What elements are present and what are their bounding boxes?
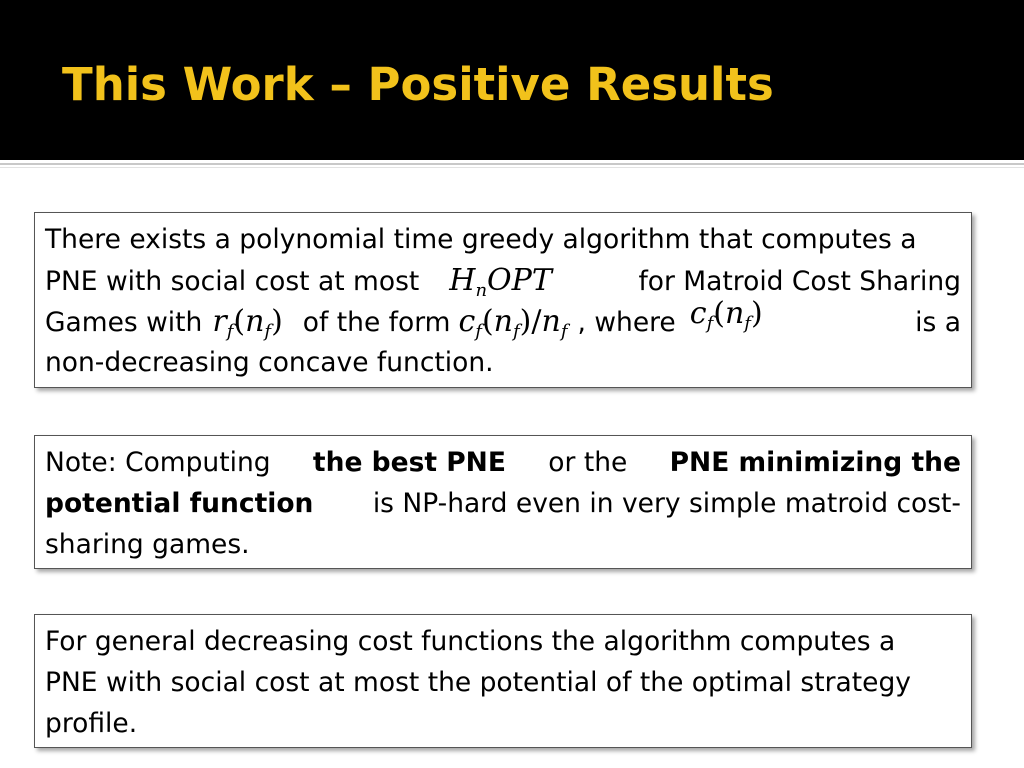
text-line <box>45 442 961 483</box>
math-symbol: OPT <box>487 263 552 298</box>
text-run: or the <box>548 447 628 478</box>
math-c-f-over-n-f: $c_f(n_f)/n_f$ <box>458 304 568 342</box>
math-subscript: n <box>475 280 488 301</box>
title-divider <box>0 163 1024 165</box>
bold-text: PNE minimizing the <box>669 447 961 478</box>
text-run: PNE with social cost at most <box>45 266 420 297</box>
math-hn-opt <box>449 260 552 301</box>
math-subscript: f <box>513 321 520 342</box>
text-run: sharing games. <box>45 529 250 560</box>
math-c-f-n-f: $c_f(n_f)$ <box>689 296 763 334</box>
text-run: Note: Computing <box>45 447 271 478</box>
positive-result-box <box>34 212 972 388</box>
math-symbol: c <box>689 296 707 331</box>
title-divider-thin <box>0 167 1024 168</box>
text-run: PNE with social cost at most the potential of the optimal strategy <box>45 667 911 698</box>
math-subscript: f <box>706 313 714 334</box>
math-symbol: n <box>541 304 561 339</box>
bold-text: the best PNE <box>312 447 506 478</box>
text-run: There exists a polynomial time greedy algorithm that computes a <box>45 224 917 255</box>
slide-title: This Work – Positive Results <box>62 58 774 111</box>
text-line <box>45 483 961 524</box>
text-line <box>45 621 961 662</box>
text-line <box>45 342 961 383</box>
math-symbol: n <box>493 304 513 339</box>
bold-text: potential function <box>45 488 314 519</box>
text-run: non-decreasing concave function. <box>45 347 494 378</box>
text-line <box>45 662 961 703</box>
math-symbol: / <box>531 304 542 339</box>
math-symbol: n <box>724 296 745 331</box>
math-r-f-n-f: $r_f(n_f)$ <box>212 304 283 342</box>
math-subscript: f <box>226 321 234 342</box>
text-line <box>45 296 961 342</box>
text-run: is NP-hard even in very simple matroid cost- <box>372 488 961 519</box>
text-line <box>45 219 961 260</box>
math-subscript: f <box>264 321 272 342</box>
math-symbol: c <box>458 304 476 339</box>
title-bar <box>0 0 1024 160</box>
text-line <box>45 703 961 744</box>
text-run: For general decreasing cost functions the algorithm computes a <box>45 626 896 657</box>
text-run: profile. <box>45 708 138 739</box>
note-box <box>34 435 972 569</box>
math-symbol: n <box>245 304 265 339</box>
math-symbol: H <box>449 263 476 298</box>
text-run: Games with <box>45 307 203 338</box>
math-subscript: f <box>744 313 751 334</box>
text-line <box>45 524 961 565</box>
text-run: of the form <box>302 307 451 338</box>
text-run: for Matroid Cost Sharing <box>638 266 961 297</box>
general-result-box <box>34 614 972 748</box>
math-subscript: f <box>475 321 482 342</box>
math-subscript: f <box>560 321 568 342</box>
math-symbol: r <box>212 304 227 339</box>
text-run: is a <box>915 307 961 338</box>
text-line <box>45 260 961 301</box>
text-run: , where <box>577 307 676 338</box>
